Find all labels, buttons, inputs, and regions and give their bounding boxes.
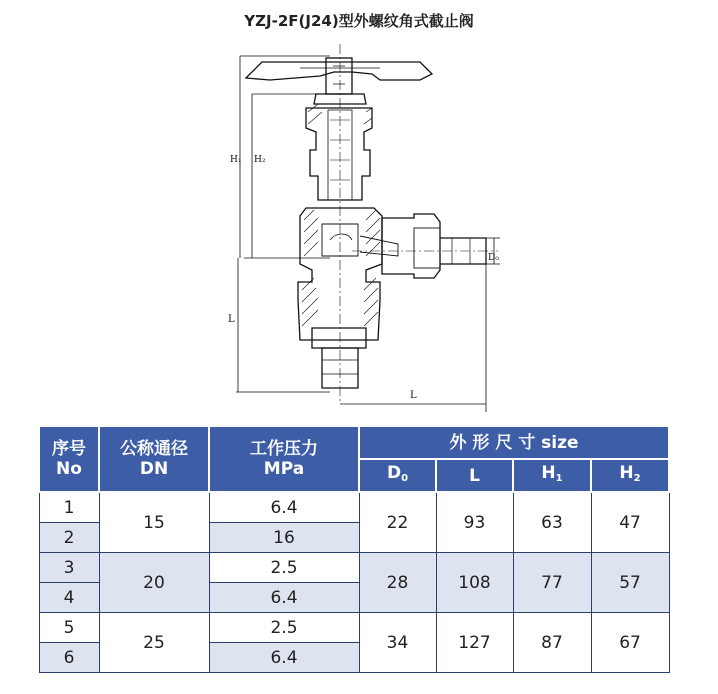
- header-h2-base: H: [619, 462, 634, 483]
- row-d0: 28: [359, 553, 436, 613]
- header-dn: [99, 426, 209, 492]
- row-d0: 22: [359, 492, 436, 553]
- row-no: 3: [39, 553, 99, 583]
- row-no: 5: [39, 613, 99, 643]
- header-h2-sub: 2: [633, 472, 641, 484]
- bonnet: [306, 108, 372, 200]
- row-h1: 77: [513, 553, 591, 613]
- header-no-line2: No: [56, 459, 82, 479]
- l-horizontal-dimension-label: L: [410, 390, 417, 401]
- row-mpa: 6.4: [209, 583, 359, 613]
- header-h1-sub: 1: [555, 472, 563, 484]
- row-l: 108: [436, 553, 513, 613]
- row-dn: 15: [99, 492, 209, 553]
- header-mpa: [209, 426, 359, 492]
- row-mpa: 6.4: [209, 643, 359, 673]
- row-l: 93: [436, 492, 513, 553]
- header-dn-line2: DN: [139, 459, 169, 479]
- row-no: 4: [39, 583, 99, 613]
- table-row: [39, 613, 669, 643]
- row-no: 6: [39, 643, 99, 673]
- row-mpa: 16: [209, 523, 359, 553]
- row-mpa: 2.5: [209, 613, 359, 643]
- header-mpa-line1: 工作压力: [250, 439, 318, 459]
- handwheel: [246, 62, 432, 80]
- row-h2: 57: [591, 553, 669, 613]
- header-no: [39, 426, 99, 492]
- row-h2: 47: [591, 492, 669, 553]
- table-row: [39, 553, 669, 583]
- table-row: [39, 492, 669, 523]
- row-h1: 63: [513, 492, 591, 553]
- stem-nut: [326, 58, 352, 94]
- row-mpa: 6.4: [209, 492, 359, 523]
- d0-dimension-label: D₀: [488, 253, 499, 263]
- h1-dimension-label: H₁: [230, 155, 242, 165]
- l-vertical-dimension-label: L: [228, 314, 235, 325]
- row-no: 1: [39, 492, 99, 523]
- header-l: L: [436, 459, 513, 492]
- header-d0-sub: 0: [401, 472, 409, 484]
- h2-dimension-label: H₂: [254, 155, 266, 165]
- row-dn: 25: [99, 613, 209, 673]
- row-mpa: 2.5: [209, 553, 359, 583]
- row-h2: 67: [591, 613, 669, 673]
- header-h2: [591, 459, 669, 492]
- header-no-line1: 序号: [52, 439, 86, 459]
- row-l: 127: [436, 613, 513, 673]
- header-h1: [513, 459, 591, 492]
- row-dn: 20: [99, 553, 209, 613]
- header-mpa-line2: MPa: [263, 459, 305, 479]
- header-size: 外 形 尺 寸 size: [359, 426, 669, 459]
- specification-table: [38, 425, 670, 673]
- header-dn-line1: 公称通径: [120, 439, 188, 459]
- row-d0: 34: [359, 613, 436, 673]
- row-no: 2: [39, 523, 99, 553]
- header-h1-base: H: [541, 462, 556, 483]
- header-d0: [359, 459, 436, 492]
- document-title: YZJ-2F(J24)型外螺纹角式截止阀: [244, 12, 474, 30]
- header-d0-base: D: [386, 462, 402, 483]
- row-h1: 87: [513, 613, 591, 673]
